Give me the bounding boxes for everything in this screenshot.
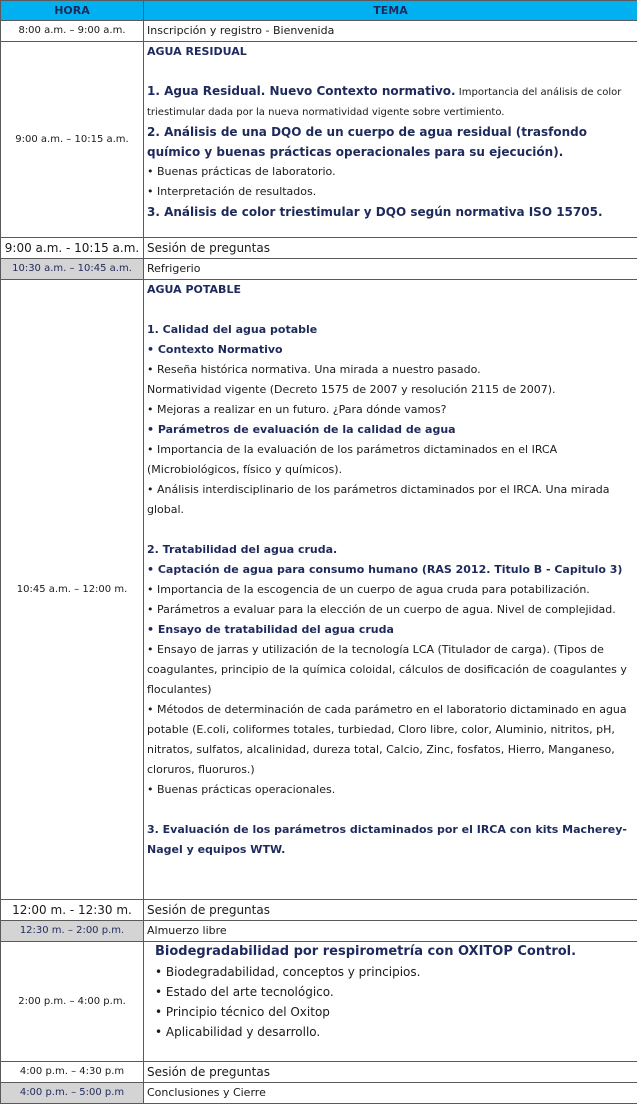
- section-title: AGUA RESIDUAL: [147, 42, 637, 62]
- topic-heading: 2. Análisis de una DQO de un cuerpo de agua residual (trasfondo químico y buenas prácticas operacionales para su ejecución).: [147, 122, 637, 162]
- bullet-item: • Mejoras a realizar en un futuro. ¿Para dónde vamos?: [147, 400, 637, 420]
- topic-heading: • Parámetros de evaluación de la calidad de agua: [147, 420, 637, 440]
- topic-heading: 2. Tratabilidad del agua cruda.: [147, 540, 637, 560]
- table-row: [1, 280, 637, 900]
- section-title: AGUA POTABLE: [147, 280, 637, 300]
- bullet-item: • Métodos de determinación de cada parámetro en el laboratorio dictaminado en agua potable (E.coli, coliformes totales, turbiedad, Cloro libre, color, Aluminio, nitritos, pH, nitratos, sulfatos, alcalinidad, dureza total, Calcio, Zinc, fosfatos, Hierro, Manganeso, cloruros, fluoruros.): [147, 700, 637, 780]
- section-title: Biodegradabilidad por respirometría con OXITOP Control.: [147, 942, 637, 962]
- bullet-item: • Reseña histórica normativa. Una mirada a nuestro pasado.: [147, 360, 637, 380]
- topic-line: [147, 82, 637, 122]
- time-cell: 12:30 m. – 2:00 p.m.: [1, 921, 144, 942]
- table-row: [1, 921, 637, 942]
- topic-heading: 1. Calidad del agua potable: [147, 320, 637, 340]
- topic-cell: Almuerzo libre: [144, 921, 637, 942]
- time-cell: 9:00 a.m. - 10:15 a.m.: [1, 238, 144, 259]
- time-cell: 12:00 m. - 12:30 m.: [1, 900, 144, 921]
- table-row: [1, 42, 637, 238]
- topic-cell: [144, 942, 637, 1062]
- table-row: [1, 259, 637, 280]
- bullet-item: • Análisis interdisciplinario de los parámetros dictaminados por el IRCA. Una mirada global.: [147, 480, 637, 520]
- table-row: [1, 1083, 637, 1104]
- time-cell: 4:00 p.m. – 4:30 p.m: [1, 1062, 144, 1083]
- time-cell: 4:00 p.m. – 5:00 p.m: [1, 1083, 144, 1104]
- topic-heading: • Captación de agua para consumo humano (RAS 2012. Titulo B - Capitulo 3): [147, 560, 637, 580]
- topic-heading: 1. Agua Residual. Nuevo Contexto normativo.: [147, 84, 456, 98]
- bullet-item: • Ensayo de jarras y utilización de la tecnología LCA (Titulador de carga). (Tipos de coagulantes, principio de la química coloidal, cálculos de dosificación de coagulantes y floculantes): [147, 640, 637, 700]
- topic-cell: [144, 280, 637, 900]
- topic-cell: Sesión de preguntas: [144, 1062, 637, 1083]
- time-cell: 10:30 a.m. – 10:45 a.m.: [1, 259, 144, 280]
- topic-cell: Inscripción y registro - Bienvenida: [144, 21, 637, 42]
- time-cell: 2:00 p.m. – 4:00 p.m.: [1, 942, 144, 1062]
- bullet-item: • Buenas prácticas operacionales.: [147, 780, 637, 800]
- topic-heading: 3. Evaluación de los parámetros dictaminados por el IRCA con kits Macherey-Nagel y equipos WTW.: [147, 820, 637, 860]
- bullet-item: • Importancia de la evaluación de los parámetros dictaminados en el IRCA (Microbiológicos, físico y químicos).: [147, 440, 637, 480]
- bullet-item: • Buenas prácticas de laboratorio.: [147, 162, 637, 182]
- bullet-item: • Aplicabilidad y desarrollo.: [147, 1022, 637, 1042]
- table-row: [1, 900, 637, 921]
- topic-text: Normatividad vigente (Decreto 1575 de 2007 y resolución 2115 de 2007).: [147, 380, 637, 400]
- table-row: [1, 1062, 637, 1083]
- topic-heading: • Contexto Normativo: [147, 340, 637, 360]
- topic-cell: [144, 42, 637, 238]
- bullet-item: • Principio técnico del Oxitop: [147, 1002, 637, 1022]
- bullet-item: • Importancia de la escogencia de un cuerpo de agua cruda para potabilización.: [147, 580, 637, 600]
- topic-cell: Sesión de preguntas: [144, 900, 637, 921]
- topic-cell: Sesión de preguntas: [144, 238, 637, 259]
- time-cell: 10:45 a.m. – 12:00 m.: [1, 280, 144, 900]
- bullet-item: • Estado del arte tecnológico.: [147, 982, 637, 1002]
- table-row: [1, 942, 637, 1062]
- header-hora: HORA: [1, 1, 144, 21]
- header-row: [1, 1, 637, 21]
- time-cell: 9:00 a.m. – 10:15 a.m.: [1, 42, 144, 238]
- header-tema: TEMA: [144, 1, 637, 21]
- table-row: [1, 21, 637, 42]
- bullet-item: • Parámetros a evaluar para la elección de un cuerpo de agua. Nivel de complejidad.: [147, 600, 637, 620]
- topic-heading: • Ensayo de tratabilidad del agua cruda: [147, 620, 637, 640]
- topic-heading: 3. Análisis de color triestimular y DQO según normativa ISO 15705.: [147, 202, 637, 222]
- topic-cell: Refrigerio: [144, 259, 637, 280]
- topic-cell: Conclusiones y Cierre: [144, 1083, 637, 1104]
- bullet-item: • Biodegradabilidad, conceptos y principios.: [147, 962, 637, 982]
- topic-text: Importancia del análisis de color triestimular dada por la nueva normatividad vigente sobre vertimiento.: [147, 87, 621, 118]
- table-row: [1, 238, 637, 259]
- bullet-item: • Interpretación de resultados.: [147, 182, 637, 202]
- time-cell: 8:00 a.m. – 9:00 a.m.: [1, 21, 144, 42]
